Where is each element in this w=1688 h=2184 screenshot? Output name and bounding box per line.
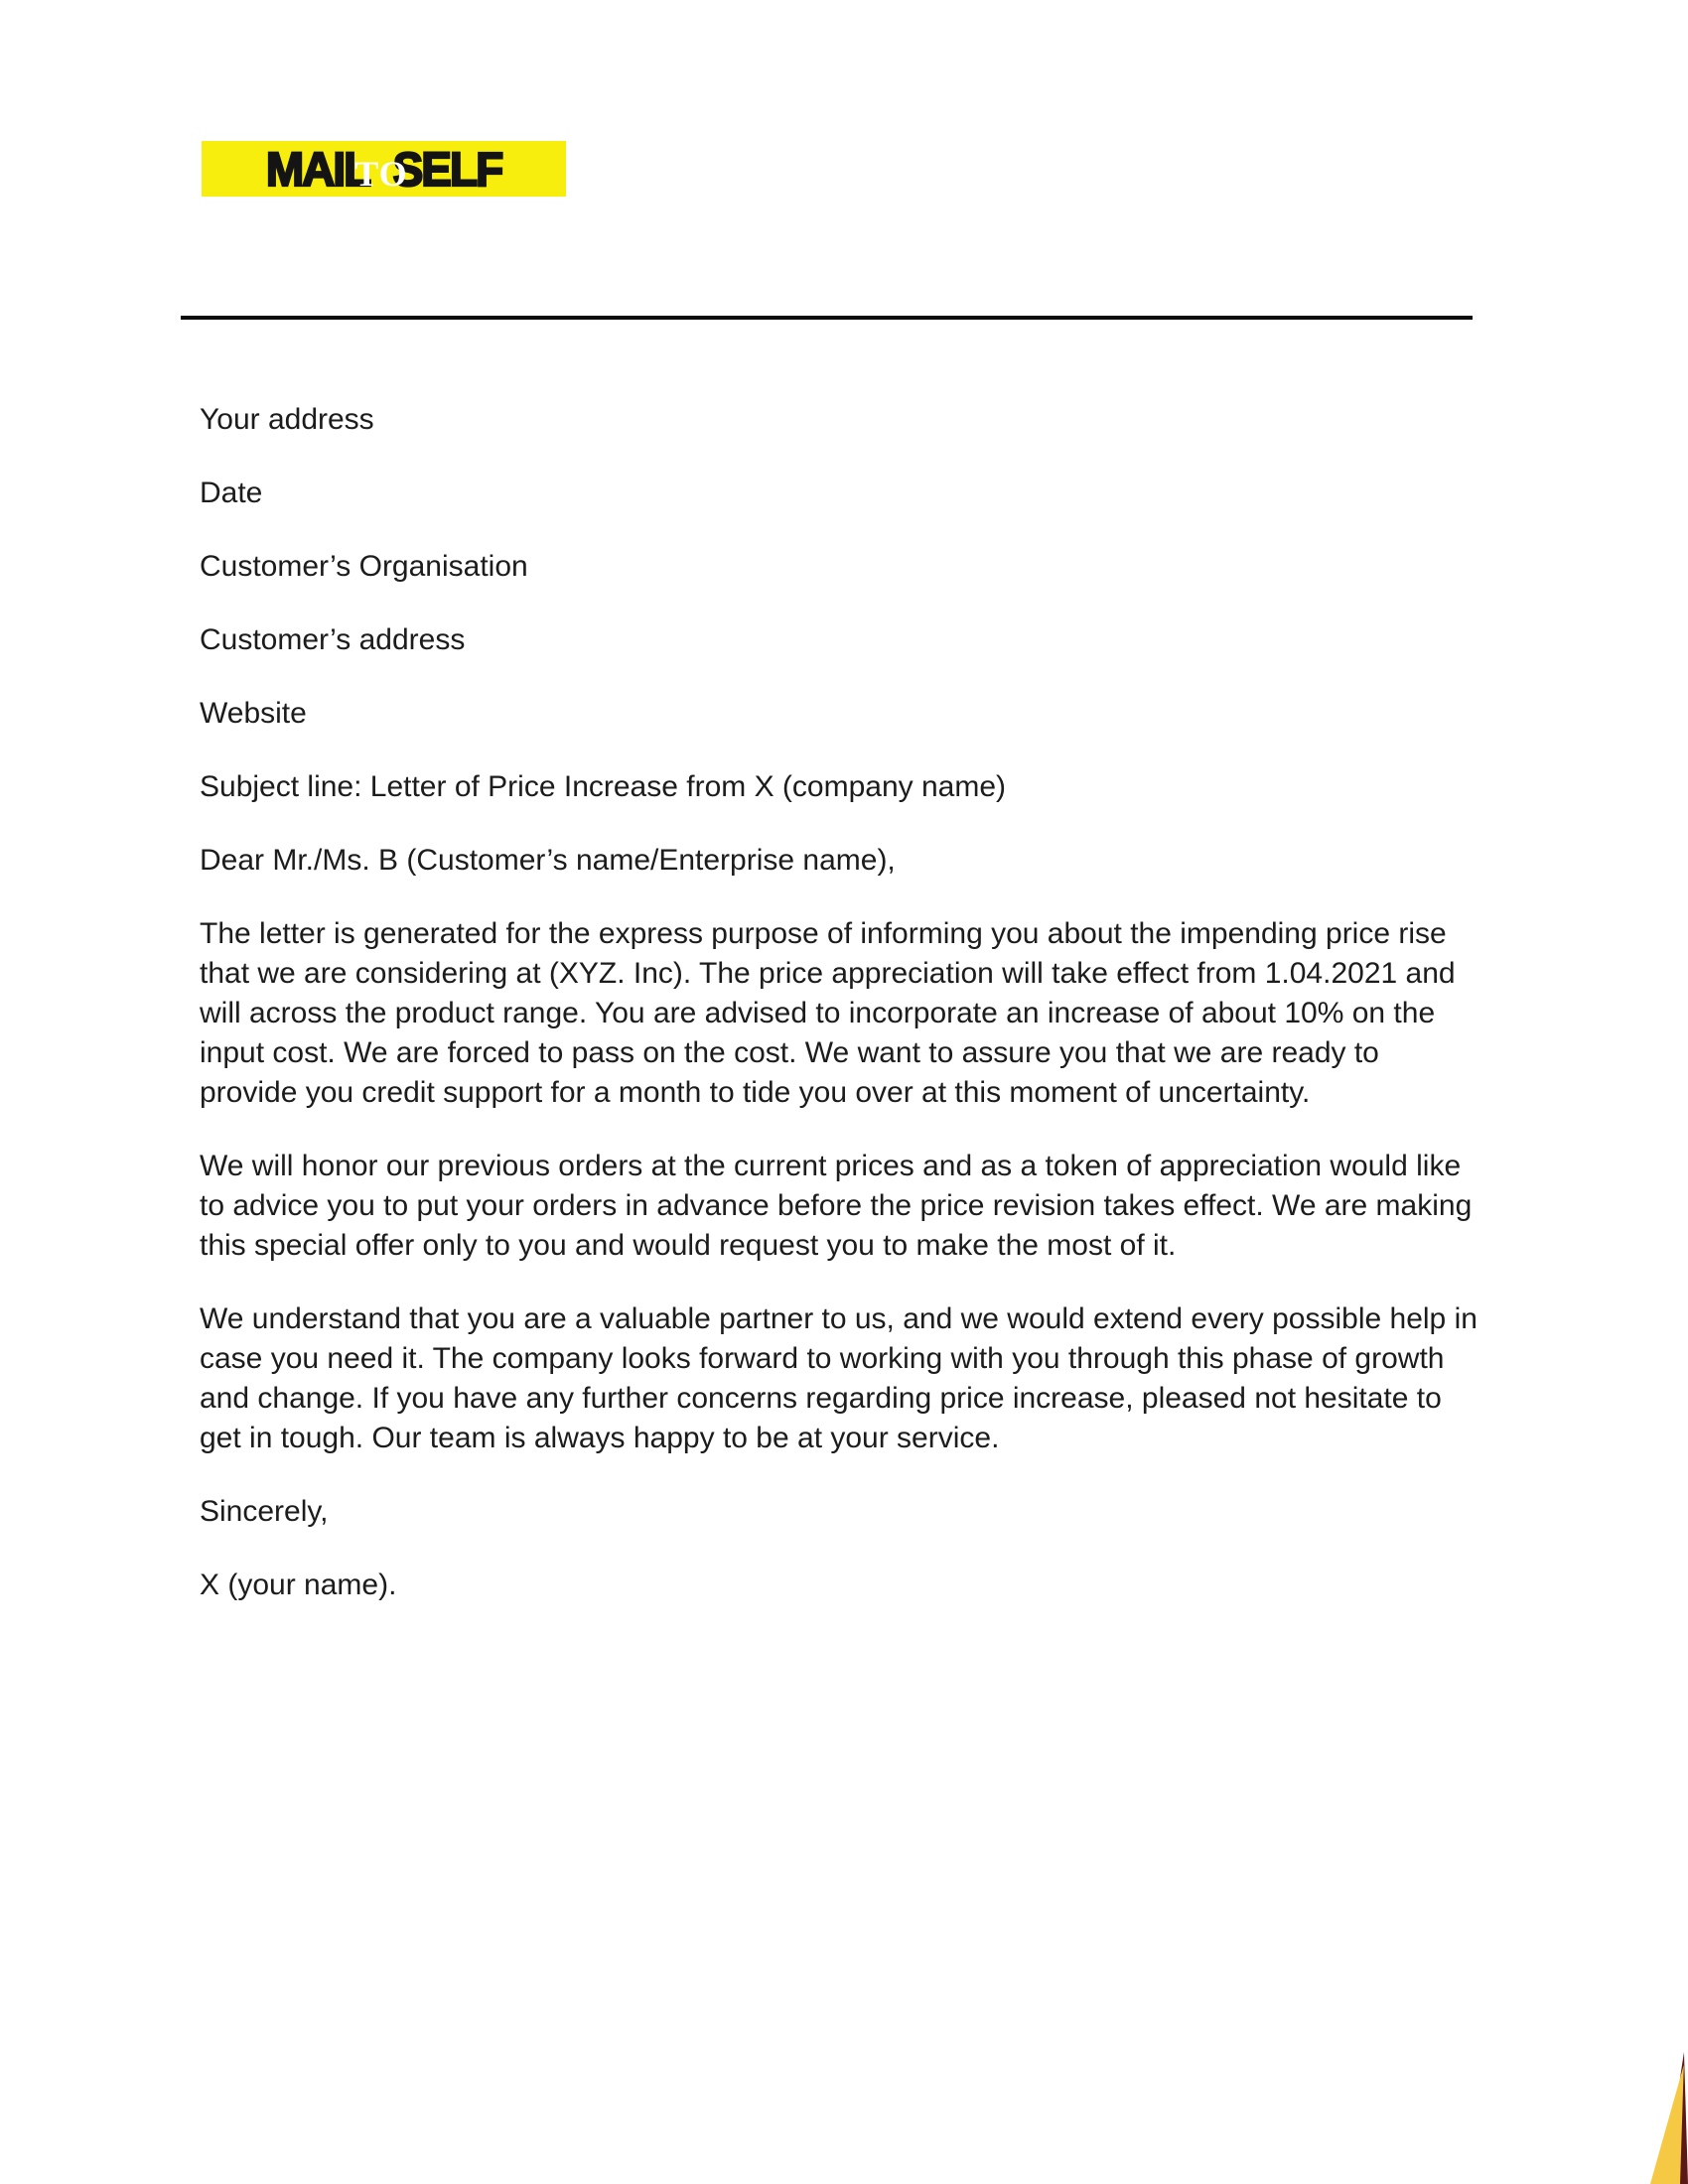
signature-line: X (your name).: [200, 1569, 397, 1601]
mailtoself-logo: [202, 141, 566, 197]
customer-address-line: Customer’s address: [200, 623, 466, 656]
letter-body: [200, 400, 1482, 1639]
logo-word-to: TO: [354, 154, 408, 194]
logo-word-mail: MAIL: [265, 141, 370, 197]
body-paragraph-1: The letter is generated for the express purpose of informing you about the impending price rise that we are considering at (XYZ. Inc). The price appreciation will take effect from 1.04.2021 and will across the product range. You are advised to incorporate an increase of about 10% on the input cost. We are forced to pass on the cost. We want to assure you that we are ready to provide you credit support for a month to tide you over at this moment of uncertainty.: [200, 917, 1456, 1109]
header-divider: [181, 316, 1473, 320]
body-paragraph-3: We understand that you are a valuable partner to us, and we would extend every possible help in case you need it. The company looks forward to working with you through this phase of growth and change. If you have any further concerns regarding price increase, pleased not hesitate to get in tough. Our team is always happy to be at your service.: [200, 1302, 1477, 1454]
body-paragraph-2: We will honor our previous orders at the current prices and as a token of appreciation would like to advice you to put your orders in advance before the price revision takes effect. We are making this special offer only to you and would request you to make the most of it.: [200, 1150, 1473, 1262]
date-line: Date: [200, 477, 263, 509]
salutation-line: Dear Mr./Ms. B (Customer’s name/Enterprise name),: [200, 844, 896, 877]
subject-line: Subject line: Letter of Price Increase from X (company name): [200, 770, 1007, 803]
customer-organisation-line: Customer’s Organisation: [200, 550, 528, 583]
corner-ribbon-yellow-shape: [1628, 2045, 1688, 2184]
closing-line: Sincerely,: [200, 1495, 329, 1528]
corner-ribbon-maroon-shape: [1628, 2045, 1688, 2184]
sender-address-line: Your address: [200, 403, 374, 436]
website-line: Website: [200, 697, 307, 730]
corner-ribbon: [1628, 2045, 1688, 2184]
logo-word-self: SELF: [392, 141, 502, 197]
